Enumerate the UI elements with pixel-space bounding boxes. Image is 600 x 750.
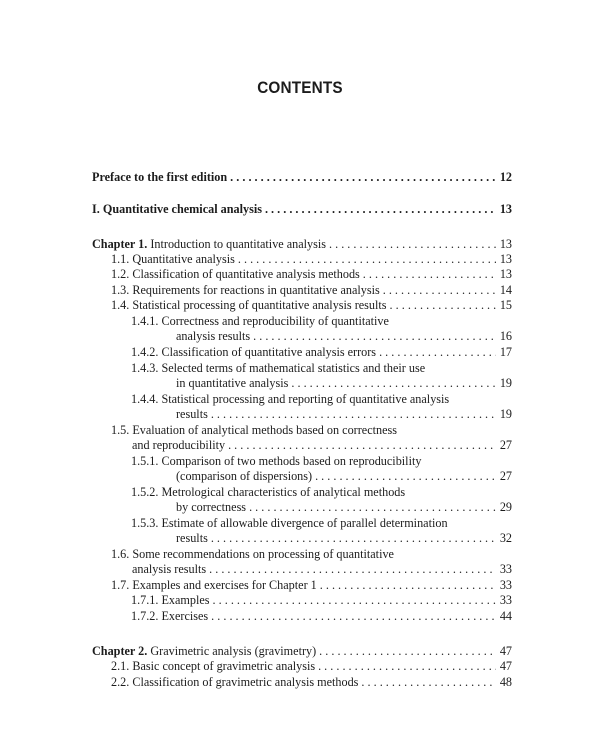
toc-entry-1-6: [132, 562, 512, 577]
leader-dots: [315, 469, 496, 484]
toc-entry-text: 2.2. Classification of gravimetric analysis methods: [111, 675, 359, 689]
toc-entry-text: 1.1. Quantitative analysis: [111, 252, 235, 266]
toc-entry-1-5-line1: 1.5. Evaluation of analytical methods based on correctness: [111, 423, 397, 437]
leader-dots: [320, 578, 496, 593]
toc-entry-1-7-1: [131, 593, 512, 608]
toc-entry-1-4-3: [176, 376, 512, 391]
toc-page-number: 47: [499, 659, 512, 673]
toc-page-number: 13: [499, 202, 512, 216]
leader-dots: [209, 562, 496, 577]
toc-entry-preface: [92, 170, 512, 185]
toc-entry-1-5-1: [176, 469, 512, 484]
toc-entry-1-6-line1: 1.6. Some recommendations on processing of quantitative: [111, 547, 394, 561]
leader-dots: [238, 252, 496, 267]
toc-page-number: 33: [499, 562, 512, 576]
toc-page-number: 13: [499, 252, 512, 266]
toc-entry-2-2: [111, 675, 512, 690]
toc-page-number: 13: [499, 267, 512, 281]
leader-dots: [211, 407, 496, 422]
toc-page-number: 27: [499, 438, 512, 452]
toc-entry-1-5: [132, 438, 512, 453]
chapter-label: Chapter 2.: [92, 644, 148, 658]
toc-entry-text: [92, 237, 326, 252]
toc-page-number: 19: [499, 407, 512, 421]
leader-dots: [318, 659, 496, 674]
toc-page-number: 12: [499, 170, 512, 184]
toc-page-number: 48: [499, 675, 512, 689]
chapter-label: Chapter 1.: [92, 237, 148, 251]
toc-page-number: 32: [499, 531, 512, 545]
leader-dots: [249, 500, 496, 515]
chapter-title: Introduction to quantitative analysis: [150, 237, 327, 251]
toc-entry-chapter-1: [92, 237, 512, 252]
leader-dots: [379, 345, 496, 360]
toc-entry-text: and reproducibility: [132, 438, 226, 452]
toc-page-number: 17: [499, 345, 512, 359]
toc-page-number: 44: [499, 609, 512, 623]
leader-dots: [383, 283, 496, 298]
toc-page-number: 19: [499, 376, 512, 390]
toc-entry-text: 2.1. Basic concept of gravimetric analysis: [111, 659, 316, 673]
toc-entry-text: 1.4. Statistical processing of quantitative analysis results: [111, 298, 387, 312]
leader-dots: [329, 237, 496, 252]
toc-entry-chapter-2: [92, 644, 512, 659]
leader-dots: [211, 531, 496, 546]
leader-dots: [230, 170, 496, 185]
toc-entry-2-1: [111, 659, 512, 674]
toc-entry-text: in quantitative analysis: [176, 376, 289, 390]
toc-entry-text: [92, 644, 316, 659]
toc-page-number: 15: [499, 298, 512, 312]
toc-entry-1-4-4-line1: 1.4.4. Statistical processing and reporting of quantitative analysis: [131, 392, 450, 406]
toc-entry-text: I. Quantitative chemical analysis: [92, 202, 262, 216]
toc-page-number: 13: [499, 237, 512, 251]
toc-entry-1-1: [111, 252, 512, 267]
leader-dots: [363, 267, 496, 282]
toc-entry-text: 1.7.1. Examples: [131, 593, 210, 607]
leader-dots: [390, 298, 496, 313]
toc-entry-1-4: [111, 298, 512, 313]
toc-page-number: 47: [499, 644, 512, 658]
toc-page-number: 16: [499, 329, 512, 343]
toc-page-number: 33: [499, 578, 512, 592]
toc-entry-text: 1.4.2. Classification of quantitative analysis errors: [131, 345, 377, 359]
leader-dots: [253, 329, 496, 344]
toc-entry-1-4-2: [131, 345, 512, 360]
page-title: CONTENTS: [257, 78, 343, 97]
leader-dots: [213, 593, 496, 608]
toc-entry-text: Preface to the first edition: [92, 170, 228, 184]
toc-entry-1-5-2: [176, 500, 512, 515]
leader-dots: [319, 644, 496, 659]
toc-entry-1-2: [111, 267, 512, 282]
toc-entry-1-4-1: [176, 329, 512, 344]
toc-page-number: 29: [499, 500, 512, 514]
leader-dots: [228, 438, 496, 453]
toc-entry-text: 1.7. Examples and exercises for Chapter 1: [111, 578, 317, 592]
toc-entry-1-5-2-line1: 1.5.2. Metrological characteristics of analytical methods: [131, 485, 406, 499]
toc-entry-1-5-3-line1: 1.5.3. Estimate of allowable divergence of parallel determination: [131, 516, 448, 530]
leader-dots: [211, 609, 496, 624]
leader-dots: [265, 202, 496, 217]
toc-entry-1-4-1-line1: 1.4.1. Correctness and reproducibility of quantitative: [131, 314, 389, 328]
leader-dots: [361, 675, 495, 690]
toc-entry-text: 1.2. Classification of quantitative analysis methods: [111, 267, 360, 281]
toc-entry-text: by correctness: [176, 500, 247, 514]
toc-entry-1-3: [111, 283, 512, 298]
toc-entry-text: analysis results: [132, 562, 207, 576]
toc-entry-text: results: [176, 407, 208, 421]
toc-entry-text: results: [176, 531, 208, 545]
toc-entry-1-5-1-line1: 1.5.1. Comparison of two methods based on reproducibility: [131, 454, 422, 468]
chapter-title: Gravimetric analysis (gravimetry): [150, 644, 317, 658]
leader-dots: [291, 376, 495, 391]
toc-entry-part-1: [92, 202, 512, 217]
toc-entry-text: 1.7.2. Exercises: [131, 609, 209, 623]
toc-entry-1-4-3-line1: 1.4.3. Selected terms of mathematical statistics and their use: [131, 361, 426, 375]
toc-entry-text: 1.3. Requirements for reactions in quantitative analysis: [111, 283, 380, 297]
toc-entry-text: analysis results: [176, 329, 251, 343]
toc-entry-1-4-4: [176, 407, 512, 422]
toc-entry-1-5-3: [176, 531, 512, 546]
toc-entry-1-7: [111, 578, 512, 593]
toc-page-number: 33: [499, 593, 512, 607]
toc-entry-text: (comparison of dispersions): [176, 469, 313, 483]
toc-entry-1-7-2: [131, 609, 512, 624]
toc-page-number: 27: [499, 469, 512, 483]
toc-page-number: 14: [499, 283, 512, 297]
